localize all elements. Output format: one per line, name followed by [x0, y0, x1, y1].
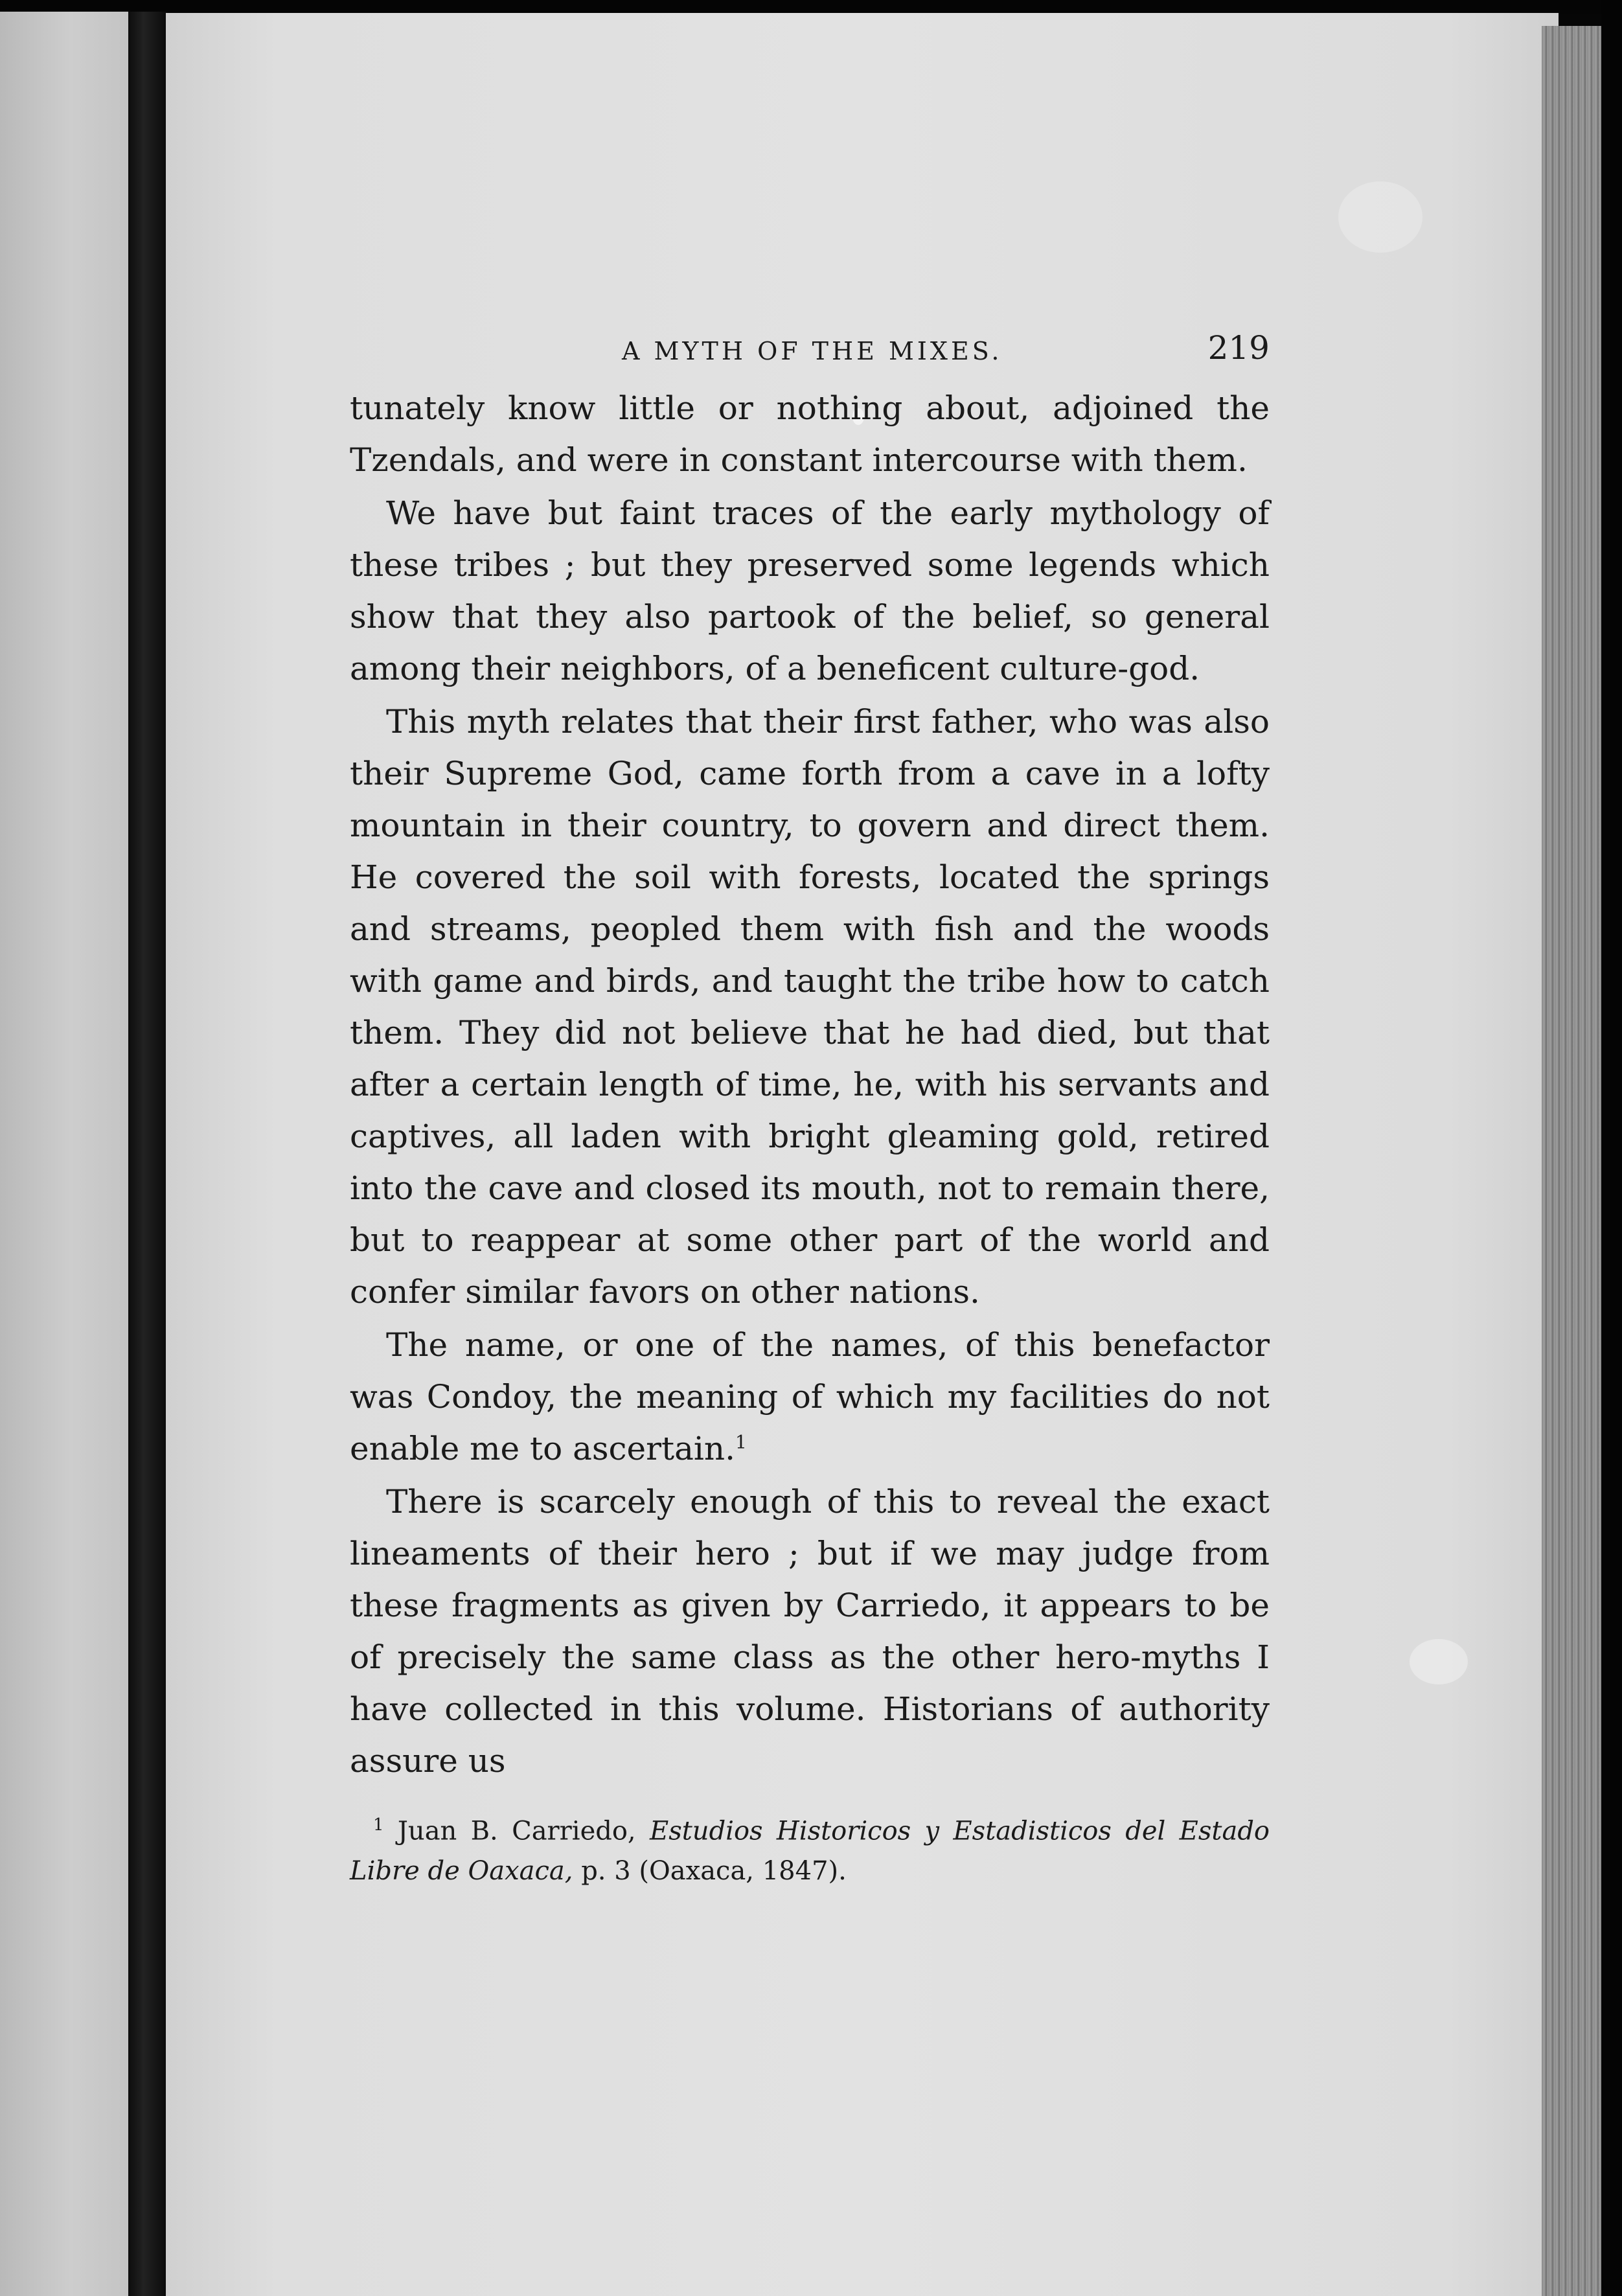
page-content	[350, 324, 1270, 1891]
top-edge	[0, 0, 1622, 14]
footnote-title: Estudios Historicos y Estadisticos del Estado Libre de Oaxaca,	[350, 1816, 1270, 1887]
paragraph-continuation: tunately know little or nothing about, adjoined the Tzendals, and were in constant intercourse with them.	[350, 389, 1270, 479]
footnote-number: 1	[373, 1815, 384, 1835]
facing-page-edge	[0, 12, 128, 2296]
body-text	[350, 382, 1270, 1787]
paragraph: This myth relates that their first father, who was also their Supreme God, came forth from a cave in a lofty mountain in their country, to govern and direct them. He covered the soil with forests, located the springs and streams, peopled them with fish and the woods with game and birds, and taught the tribe how to catch them. They did not believe that he had died, but that after a certain length of time, he, with his servants and captives, all laden with bright gleaming gold, retired into the cave and closed its mouth, not to remain there, but to reappear at some other part of the world and confer similar favors on other nations.	[350, 703, 1270, 1311]
footnote-citation: p. 3 (Oaxaca, 1847).	[581, 1856, 847, 1887]
dust-speck	[1410, 1639, 1468, 1684]
book-gutter	[128, 12, 167, 2296]
paragraph: We have but faint traces of the early mythology of these tribes ; but they preserved some legends which show that they also partook of the belief, so general among their neighbors, of a beneficent culture-god.	[350, 494, 1270, 687]
page-stack-edge	[1542, 26, 1601, 2296]
footnote	[350, 1805, 1270, 1891]
paragraph-with-footnote	[350, 1319, 1270, 1475]
footnote-reference: 1	[735, 1431, 747, 1453]
running-head-title: A MYTH OF THE MIXES.	[622, 337, 1003, 365]
right-shadow	[1601, 0, 1622, 2296]
paragraph: There is scarcely enough of this to reveal the exact lineaments of their hero ; but if we may judge from these fragments as given by Carriedo, it appears to be of precisely the same class as the other hero-myths I have collected in this volume. Historians of authority assure us	[350, 1483, 1270, 1780]
page-number: 219	[1207, 329, 1270, 367]
dust-speck	[1338, 181, 1422, 253]
running-head	[350, 324, 1270, 382]
paragraph-text: The name, or one of the names, of this benefactor was Condoy, the meaning of which my facilities do not enable me to ascertain.	[350, 1326, 1270, 1467]
footnote-author: Juan B. Carriedo,	[397, 1816, 636, 1846]
